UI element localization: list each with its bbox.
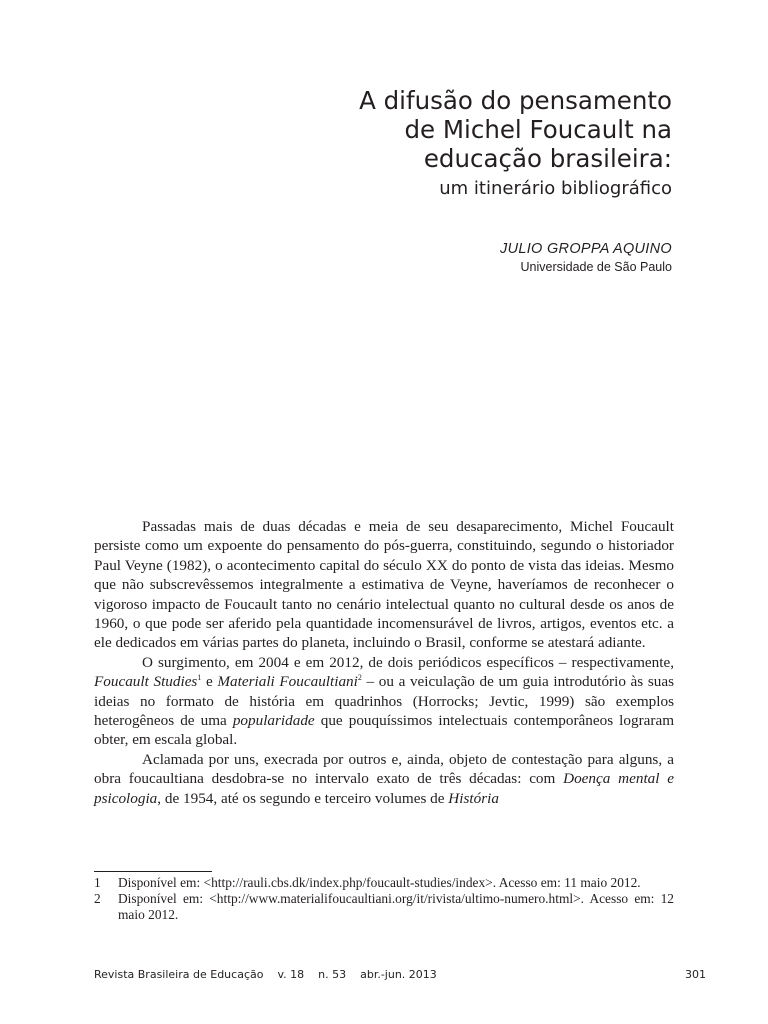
footnote-number: 2: [94, 891, 101, 906]
p2-text-c: – ou a veiculação de um guia introdutório às suas ideias no formato de história em quadrinhos (Horrocks; Jevtic, 1999) são exemplos heterogêneos de uma: [94, 673, 675, 730]
journal-name: Revista Brasileira de Educação: [94, 968, 264, 981]
page-number: 301: [685, 968, 706, 981]
author-affiliation: Universidade de São Paulo: [520, 260, 672, 274]
footnote-ref-1: 1: [197, 673, 202, 683]
footnote-2: [94, 891, 674, 923]
paragraph-1: Passadas mais de duas décadas e meia de seu desaparecimento, Michel Foucault persiste como um expoente do pensamento do pós-guerra, constituindo, segundo o historiador Paul Veyne (1982), o acontecimento capital do século XX do ponto de vista das ideias. Mesmo que não subscrevêssemos integralmente a estimativa de Veyne, haveríamos de reconhecer o vigoroso impacto de Foucault tanto no cenário intelectual quanto no cultural desde os anos de 1960, o que pode ser aferido pela quantidade incomensurável de livros, artigos, eventos etc. a ele dedicados em várias partes do planeta, incluindo o Brasil, conforme se atestará adiante.: [94, 518, 674, 652]
paragraph-2: [94, 653, 674, 750]
journal-period: abr.-jun. 2013: [360, 968, 437, 981]
footnote-text: Disponível em: <http://www.materialifoucaultiani.org/it/rivista/ultimo-numero.html>. Acesso em: 12 maio 2012.: [118, 891, 674, 922]
p2-text-a: O surgimento, em 2004 e em 2012, de dois periódicos específicos – respectivamente,: [142, 653, 674, 671]
emphasis-popularidade: popularidade: [232, 712, 315, 730]
article-subtitle: um itinerário bibliográfico: [439, 178, 672, 199]
article-body: [94, 517, 674, 808]
journal-title-foucault-studies: Foucault Studies: [94, 673, 198, 691]
footnote-text: Disponível em: <http://rauli.cbs.dk/index.php/foucault-studies/index>. Acesso em: 11 maio 2012.: [118, 875, 641, 890]
p3-text-b: , de 1954, até os segundo e terceiro volumes de: [157, 789, 449, 807]
article-title-line-1: A difusão do pensamento: [359, 86, 672, 115]
author-block: [500, 239, 672, 275]
author-name: JULIO GROPPA AQUINO: [500, 241, 672, 257]
book-title-historia: História: [448, 789, 499, 807]
p2-text-d: que pouquíssimos intelectuais contemporâneos lograram obter, em escala global.: [94, 712, 675, 749]
footnote-ref-2: 2: [357, 673, 362, 683]
p2-text-b: e: [201, 673, 218, 691]
journal-volume: v. 18: [277, 968, 305, 981]
footnote-1: [94, 875, 674, 891]
footnote-number: 1: [94, 875, 101, 890]
footnote-divider: [94, 871, 212, 872]
book-title-doenca-mental: Doença mental e psicologia: [94, 770, 674, 807]
page-footer: [94, 968, 706, 981]
paragraph-3: [94, 750, 674, 808]
journal-title-materiali-foucaultiani: Materiali Foucaultiani: [217, 673, 358, 691]
article-title-line-3: educação brasileira:: [423, 144, 672, 173]
journal-number: n. 53: [318, 968, 347, 981]
article-title-line-2: de Michel Foucault na: [404, 115, 672, 144]
p3-text-a: Aclamada por uns, execrada por outros e, ainda, objeto de contestação para alguns, a obra foucaultiana desdobra-se no intervalo exato de três décadas: com: [94, 750, 674, 788]
footnotes: [94, 875, 674, 923]
article-title-block: [252, 86, 672, 201]
